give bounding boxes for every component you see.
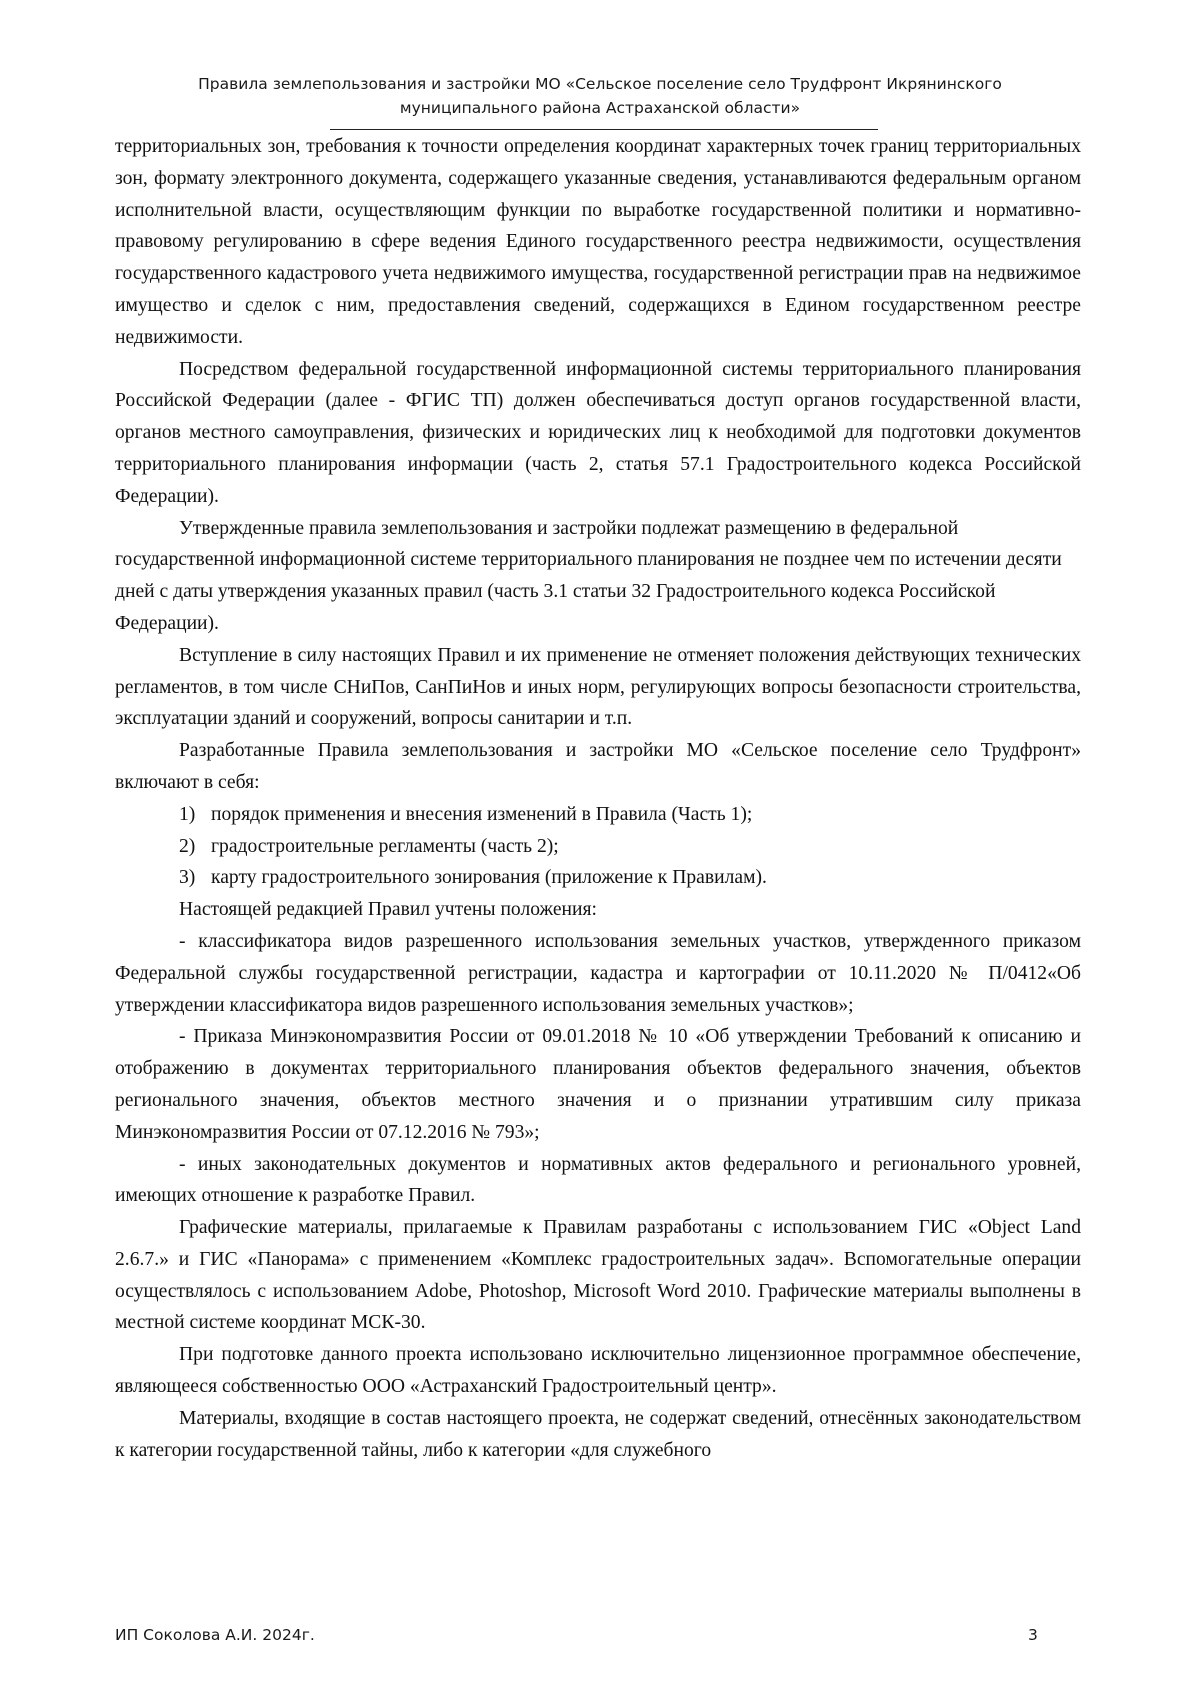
paragraph-graphic-materials: Графические материалы, прилагаемые к Правилам разработаны с использованием ГИС «Object Land 2.6.7.» и ГИС «Панорама» с применением «Комплекс градостроительных задач». Вспомогательные операции осуществлялось с использованием Adobe, Photoshop, Microsoft Word 2010. Графические материалы выполнены в местной системе координат МСК-30. [115, 1217, 1081, 1334]
list-item-text: градостроительные регламенты (часть 2); [211, 835, 559, 857]
paragraph-rules-publication: Утвержденные правила землепользования и застройки подлежат размещению в федеральной государственной информационной системе территориального планирования не позднее чем по истечении десяти дней с даты утверждения указанных правил (часть 3.1 статьи 32 Градостроительного кодекса Российской Федерации). [115, 517, 1062, 634]
running-header [140, 72, 1060, 120]
list-item [179, 799, 1081, 831]
list-item [179, 831, 1081, 863]
header-divider [330, 129, 878, 130]
running-header-line-1: Правила землепользования и застройки МО «Сельское поселение село Трудфронт Икрянинского [198, 75, 1002, 93]
paragraph-entry-into-force: Вступление в силу настоящих Правил и их применение не отменяет положения действующих технических регламентов, в том числе СНиПов, СанПиНов и иных норм, регулирующих вопросы безопасности строительства, эксплуатации зданий и сооружений, вопросы санитарии и т.п. [115, 644, 1081, 730]
running-header-line-2: муниципального района Астраханской области» [399, 99, 801, 117]
list-item-number: 3) [179, 867, 196, 889]
paragraph-provisions-intro: Настоящей редакцией Правил учтены положения: [179, 899, 597, 921]
paragraph-rules-contents: Разработанные Правила землепользования и застройки МО «Сельское поселение село Трудфронт» включают в себя: [115, 740, 1081, 793]
paragraph-classifier: - классификатора видов разрешенного использования земельных участков, утвержденного приказом Федеральной службы государственной регистрации, кадастра и картографии от 10.11.2020 № П/0412«Об утверждении классификатора видов разрешенного использования земельных участков»; [115, 930, 1081, 1016]
list-item-number: 2) [179, 835, 196, 857]
paragraph-order-minecon: - Приказа Минэкономразвития России от 09.01.2018 № 10 «Об утверждении Требований к описанию и отображению в документах территориального планирования объектов федерального значения, объектов регионального значения, объектов местного значения и о признании утратившим силу приказа Минэкономразвития России от 07.12.2016 № 793»; [115, 1026, 1081, 1143]
list-item [179, 862, 1081, 894]
list-item-text: карту градостроительного зонирования (приложение к Правилам). [211, 867, 767, 889]
list-item-number: 1) [179, 803, 196, 825]
paragraph-secrecy: Материалы, входящие в состав настоящего проекта, не содержат сведений, отнесённых законодательством к категории государственной тайны, либо к категории «для служебного [115, 1407, 1081, 1461]
paragraph-licensed-software: При подготовке данного проекта использовано исключительно лицензионное программное обеспечение, являющееся собственностью ООО «Астраханский Градостроительный центр». [115, 1344, 1081, 1398]
footer-author: ИП Соколова А.И. 2024г. [115, 1626, 315, 1644]
paragraph-other-acts: - иных законодательных документов и нормативных актов федерального и регионального уровней, имеющих отношение к разработке Правил. [115, 1153, 1081, 1207]
paragraph-fgis-tp: Посредством федеральной государственной информационной системы территориального планирования Российской Федерации (далее - ФГИС ТП) должен обеспечиваться доступ органов государственной власти, органов местного самоуправления, физических и юридических лиц к необходимой для подготовки документов территориального планирования информации (часть 2, статья 57.1 Градостроительного кодекса Российской Федерации). [115, 358, 1081, 507]
list-item-text: порядок применения и внесения изменений в Правила (Часть 1); [211, 803, 753, 825]
document-body [115, 131, 1081, 1466]
footer-page-number: 3 [1028, 1626, 1038, 1644]
paragraph-continued: территориальных зон, требования к точности определения координат характерных точек границ территориальных зон, формату электронного документа, содержащего указанные сведения, устанавливаются федеральным органом исполнительной власти, осуществляющим функции по выработке государственной политики и нормативно-правовому регулированию в сфере ведения Единого государственного реестра недвижимости, осуществления государственного кадастрового учета недвижимого имущества, государственной регистрации прав на недвижимое имущество и сделок с ним, предоставления сведений, содержащихся в Едином государственном реестре недвижимости. [115, 136, 1081, 348]
